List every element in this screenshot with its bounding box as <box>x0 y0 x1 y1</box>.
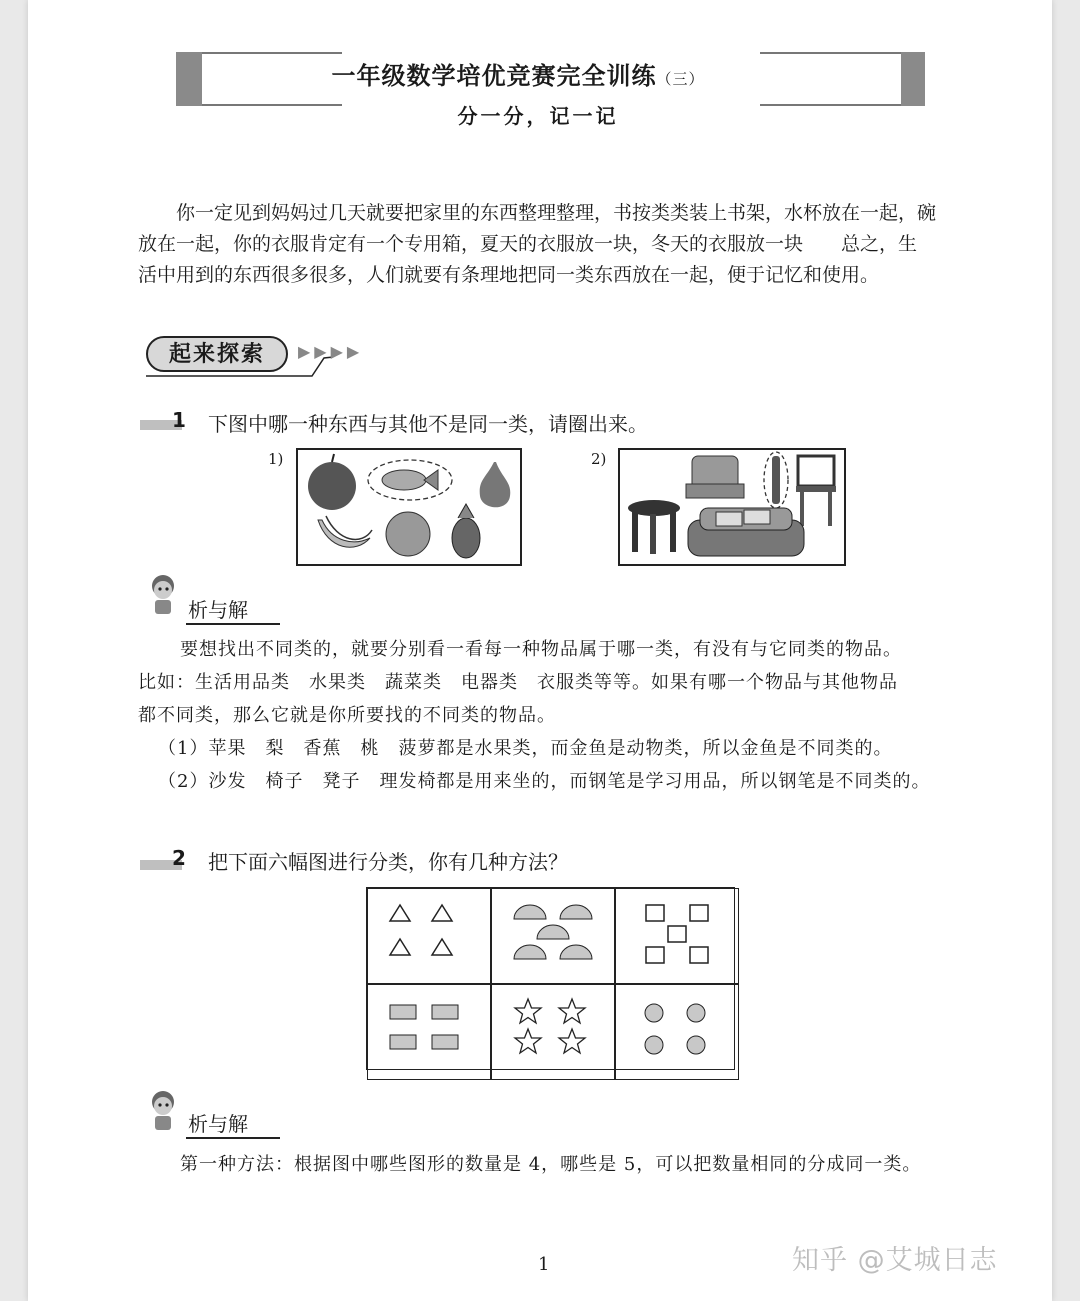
analysis-label: 析与解 <box>186 594 280 625</box>
grid-cell-squares <box>615 888 739 984</box>
grid-cell-triangles <box>367 888 491 984</box>
question-text: 把下面六幅图进行分类，你有几种方法？ <box>208 850 568 874</box>
section-arrows: ▶▶▶▶ <box>298 342 364 361</box>
rectangle-icon-group <box>368 985 490 1075</box>
square-icon-group <box>616 889 738 979</box>
shape-grid <box>366 887 735 1070</box>
question-number: 2 <box>172 846 186 870</box>
header-line-bottom-left <box>202 104 342 106</box>
picture-label-2: 2) <box>591 450 607 468</box>
question-number: 1 <box>172 408 186 432</box>
intro-line: 放在一起，你的衣服肯定有一个专用箱，夏天的衣服放一块，冬天的衣服放一块 总之，生 <box>138 233 918 255</box>
header-left-bar <box>176 52 202 106</box>
header-line-top-right <box>760 52 901 54</box>
grid-cell-stars <box>491 984 615 1080</box>
intro-paragraph <box>138 198 968 291</box>
answer-line: （1）苹果 梨 香蕉 桃 菠萝都是水果类，而金鱼是动物类，所以金鱼是不同类的。 <box>158 738 893 759</box>
answer-line: （2）沙发 椅子 凳子 理发椅都是用来坐的，而钢笔是学习用品，所以钢笔是不同类的。 <box>158 771 931 792</box>
analysis-label: 析与解 <box>186 1108 280 1139</box>
fruit-picture <box>296 448 522 566</box>
fruit-fish-illustration <box>298 450 520 564</box>
furniture-pen-illustration <box>620 450 844 564</box>
answer-1 <box>138 633 978 798</box>
grid-cell-rectangles <box>367 984 491 1080</box>
answer-2 <box>138 1148 978 1181</box>
page-title: 一年级数学培优竞赛完全训练（三） <box>331 61 705 90</box>
grid-cell-semicircles <box>491 888 615 984</box>
header-line-bottom-right <box>760 104 901 106</box>
answer-line: 要想找出不同类的，就要分别看一看每一种物品属于哪一类，有没有与它同类的物品。 <box>180 639 902 660</box>
answer-line: 比如：生活用品类 水果类 蔬菜类 电器类 衣服类等等。如果有哪一个物品与其他物品 <box>138 672 898 693</box>
header-line-top-left <box>202 52 342 54</box>
question-text: 下图中哪一种东西与其他不是同一类，请圈出来。 <box>208 412 648 436</box>
star-icon-group <box>492 985 614 1075</box>
answer-line: 都不同类，那么它就是你所要找的不同类的物品。 <box>138 705 556 726</box>
answer-line: 第一种方法：根据图中哪些图形的数量是 4，哪些是 5，可以把数量相同的分成同一类。 <box>180 1154 922 1175</box>
furniture-picture <box>618 448 846 566</box>
picture-label-1: 1) <box>268 450 284 468</box>
document-page <box>28 0 1052 1301</box>
section-badge: 起来探索 <box>146 336 288 372</box>
mascot-icon <box>146 572 180 618</box>
watermark: 知乎 @艾城日志 <box>792 1245 998 1276</box>
mascot-icon <box>146 1088 180 1134</box>
semicircle-icon-group <box>492 889 614 979</box>
page-number: 1 <box>538 1254 550 1275</box>
intro-line: 活中用到的东西很多很多，人们就要有条理地把同一类东西放在一起，便于记忆和使用。 <box>138 264 880 286</box>
title-suffix: （三） <box>656 70 705 88</box>
circle-icon-group <box>616 985 738 1075</box>
intro-line: 你一定见到妈妈过几天就要把家里的东西整理整理，书按类类装上书架，水杯放在一起，碗 <box>176 202 937 224</box>
grid-cell-circles <box>615 984 739 1080</box>
triangle-icon-group <box>368 889 490 979</box>
page-subtitle: 分一分，记一记 <box>457 104 619 128</box>
header-right-bar <box>901 52 925 106</box>
